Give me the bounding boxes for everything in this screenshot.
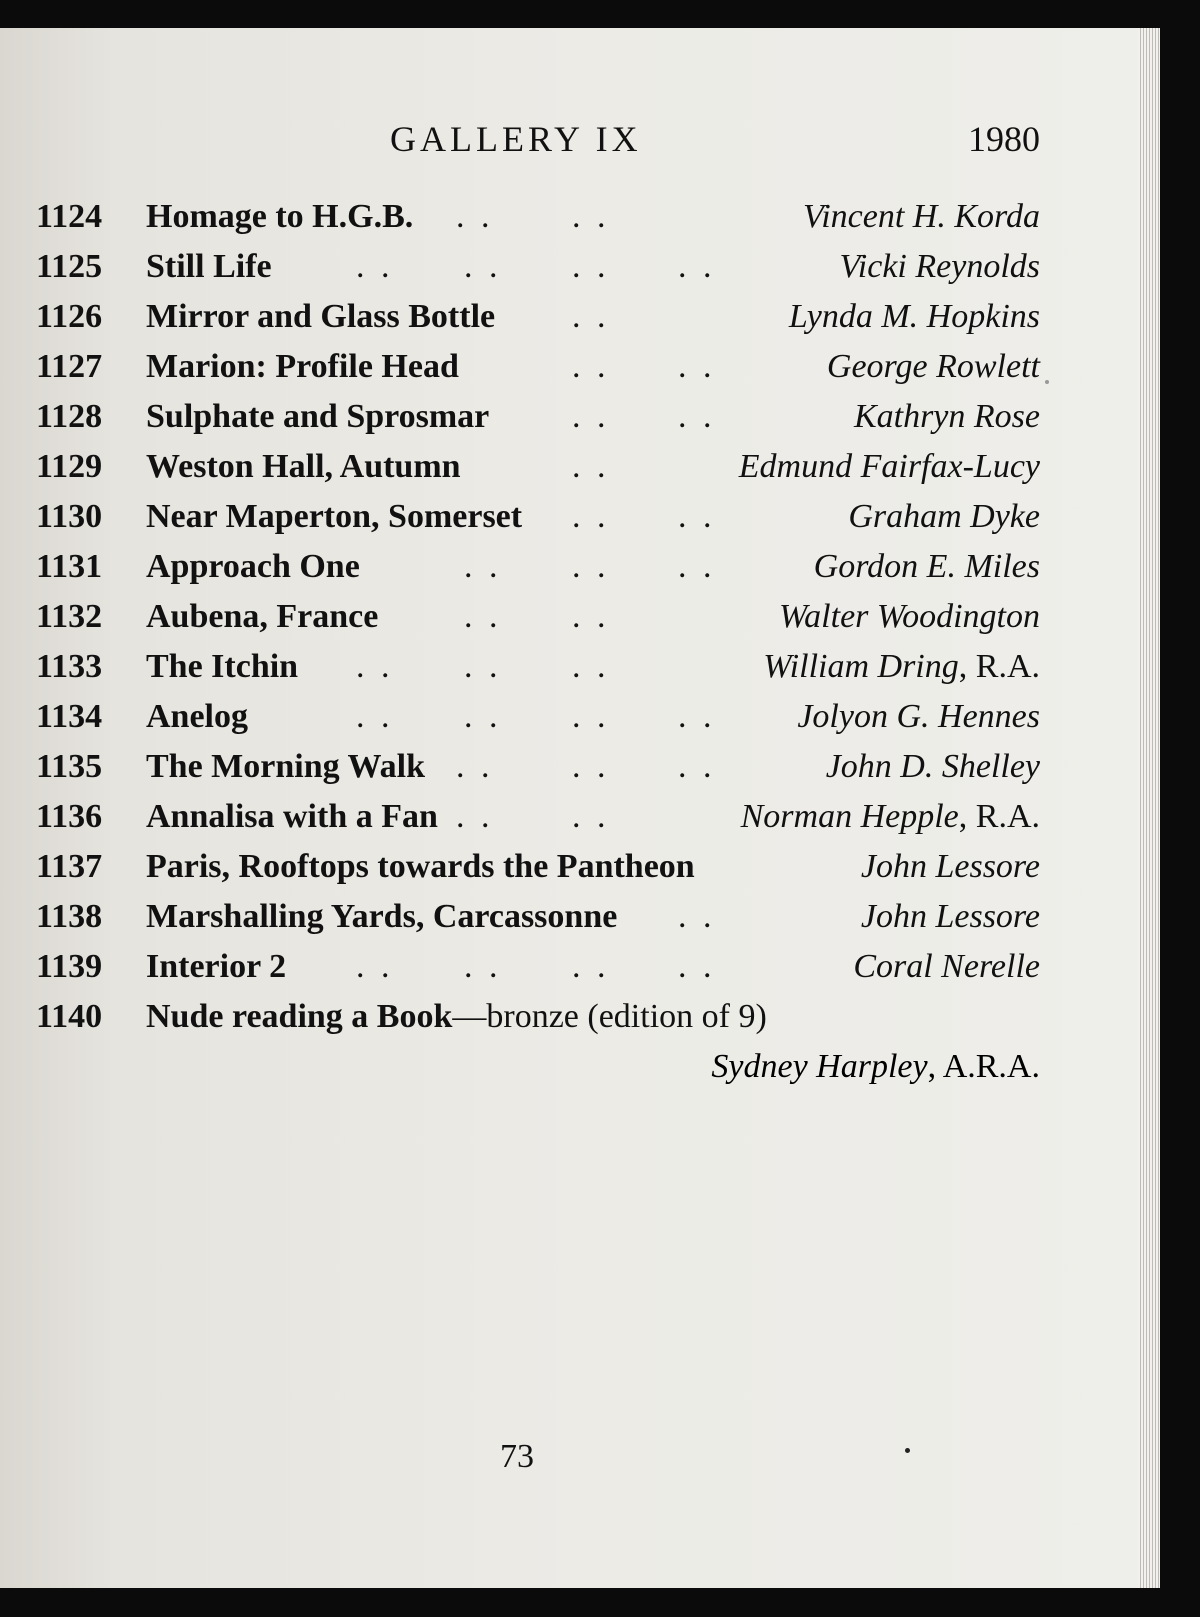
leader-dots: . . bbox=[456, 798, 494, 835]
leader-dots: . . bbox=[678, 748, 716, 785]
entry bbox=[36, 990, 1040, 1040]
entry-title: Still Life bbox=[146, 248, 272, 285]
entry bbox=[36, 390, 1040, 440]
entry-number: 1127 bbox=[36, 348, 103, 385]
entry-number: 1134 bbox=[36, 698, 103, 735]
entry-title: Homage to H.G.B. bbox=[146, 198, 414, 235]
leader-dots: . . bbox=[456, 198, 494, 235]
running-title: GALLERY IX bbox=[390, 119, 642, 159]
entry-title: Interior 2 bbox=[146, 948, 287, 985]
leader-dots: . . bbox=[464, 648, 502, 685]
entry-artist: Vincent H. Korda bbox=[802, 198, 1040, 235]
entry-number: 1132 bbox=[36, 598, 103, 635]
leader-dots: . . bbox=[356, 698, 394, 735]
leader-dots: . . bbox=[356, 948, 394, 985]
entry-number: 1129 bbox=[36, 448, 103, 485]
leader-dots: . . bbox=[572, 798, 610, 835]
entry bbox=[36, 590, 1040, 640]
entry-number: 1131 bbox=[36, 548, 103, 585]
entry-title: Annalisa with a Fan bbox=[146, 798, 438, 835]
entry bbox=[36, 940, 1040, 990]
leader-dots: . . bbox=[572, 398, 610, 435]
entry-number: 1133 bbox=[36, 648, 103, 685]
leader-dots: . . bbox=[464, 598, 502, 635]
entry-artist: Sydney Harpley, A.R.A. bbox=[711, 1048, 1040, 1085]
entry-number: 1140 bbox=[36, 998, 103, 1035]
entry-artist: William Dring, R.A. bbox=[763, 648, 1040, 685]
entry bbox=[36, 440, 1040, 490]
entry bbox=[36, 740, 1040, 790]
entry-artist: Lynda M. Hopkins bbox=[788, 298, 1040, 335]
entry-title: Paris, Rooftops towards the Pantheon bbox=[146, 848, 695, 885]
entry-title: The Morning Walk bbox=[146, 748, 425, 785]
leader-dots: . . bbox=[572, 698, 610, 735]
leader-dots: . . bbox=[464, 698, 502, 735]
entry-title: The Itchin bbox=[146, 648, 299, 685]
leader-dots: . . bbox=[572, 198, 610, 235]
entry-artist: Kathryn Rose bbox=[853, 398, 1040, 435]
leader-dots: . . bbox=[678, 248, 716, 285]
leader-dots: . . bbox=[678, 398, 716, 435]
entry bbox=[36, 240, 1040, 290]
leader-dots: . . bbox=[572, 648, 610, 685]
entry-artist: George Rowlett bbox=[826, 348, 1040, 385]
entry-artist: John Lessore bbox=[860, 898, 1040, 935]
leader-dots: . . bbox=[572, 348, 610, 385]
entry-artist: Walter Woodington bbox=[778, 598, 1040, 635]
leader-dots: . . bbox=[678, 898, 716, 935]
print-speck bbox=[905, 1448, 910, 1453]
entry bbox=[36, 640, 1040, 690]
entry-artist: John Lessore bbox=[860, 848, 1040, 885]
print-speck bbox=[1045, 380, 1049, 384]
entry bbox=[36, 290, 1040, 340]
entry-artist: Jolyon G. Hennes bbox=[797, 698, 1040, 735]
leader-dots: . . bbox=[572, 598, 610, 635]
leader-dots: . . bbox=[356, 248, 394, 285]
leader-dots: . . bbox=[464, 948, 502, 985]
entry-number: 1126 bbox=[36, 298, 103, 335]
entry bbox=[36, 690, 1040, 740]
catalogue-page bbox=[0, 28, 1160, 1588]
leader-dots: . . bbox=[572, 248, 610, 285]
leader-dots: . . bbox=[678, 948, 716, 985]
entry-title: Marshalling Yards, Carcassonne bbox=[146, 898, 618, 935]
leader-dots: . . bbox=[678, 348, 716, 385]
entry-number: 1136 bbox=[36, 798, 103, 835]
leader-dots: . . bbox=[572, 498, 610, 535]
entry-number: 1128 bbox=[36, 398, 103, 435]
entry-artist-line bbox=[36, 1040, 1040, 1090]
leader-dots: . . bbox=[464, 548, 502, 585]
entry-title: Near Maperton, Somerset bbox=[146, 498, 523, 535]
page-number: 73 bbox=[500, 1438, 534, 1475]
entry bbox=[36, 490, 1040, 540]
leader-dots: . . bbox=[572, 748, 610, 785]
entry-title: Nude reading a Book—bronze (edition of 9) bbox=[146, 998, 767, 1035]
entry-number: 1135 bbox=[36, 748, 103, 785]
entry bbox=[36, 890, 1040, 940]
entry-title: Approach One bbox=[146, 548, 360, 585]
entry-title: Anelog bbox=[146, 698, 248, 735]
leader-dots: . . bbox=[678, 498, 716, 535]
entry-number: 1125 bbox=[36, 248, 103, 285]
entry-list bbox=[36, 190, 1040, 1090]
leader-dots: . . bbox=[678, 548, 716, 585]
entry-medium: —bronze (edition of 9) bbox=[452, 998, 767, 1035]
entry-number: 1137 bbox=[36, 848, 103, 885]
entry-artist: Coral Nerelle bbox=[853, 948, 1040, 985]
entry-number: 1124 bbox=[36, 198, 103, 235]
entry-artist: John D. Shelley bbox=[825, 748, 1040, 785]
entry-title: Mirror and Glass Bottle bbox=[146, 298, 496, 335]
leader-dots: . . bbox=[572, 298, 610, 335]
entry-title: Weston Hall, Autumn bbox=[146, 448, 461, 485]
entry-title: Sulphate and Sprosmar bbox=[146, 398, 490, 435]
entry-artist: Vicki Reynolds bbox=[839, 248, 1040, 285]
entry-title: Marion: Profile Head bbox=[146, 348, 459, 385]
leader-dots: . . bbox=[456, 748, 494, 785]
entry bbox=[36, 790, 1040, 840]
entry-number: 1130 bbox=[36, 498, 103, 535]
entry-artist: Norman Hepple, R.A. bbox=[740, 798, 1040, 835]
entry-title: Aubena, France bbox=[146, 598, 379, 635]
entry-number: 1139 bbox=[36, 948, 103, 985]
entry bbox=[36, 540, 1040, 590]
leader-dots: . . bbox=[356, 648, 394, 685]
leader-dots: . . bbox=[464, 248, 502, 285]
leader-dots: . . bbox=[572, 448, 610, 485]
entry-artist: Edmund Fairfax-Lucy bbox=[738, 448, 1040, 485]
page-header bbox=[0, 108, 1040, 168]
leader-dots: . . bbox=[678, 698, 716, 735]
leader-dots: . . bbox=[572, 948, 610, 985]
entry bbox=[36, 340, 1040, 390]
entry bbox=[36, 840, 1040, 890]
entry-artist: Graham Dyke bbox=[848, 498, 1040, 535]
page-edge bbox=[1138, 28, 1160, 1588]
leader-dots: . . bbox=[572, 548, 610, 585]
entry-artist: Gordon E. Miles bbox=[813, 548, 1040, 585]
entry-number: 1138 bbox=[36, 898, 103, 935]
year: 1980 bbox=[968, 119, 1040, 159]
entry bbox=[36, 190, 1040, 240]
